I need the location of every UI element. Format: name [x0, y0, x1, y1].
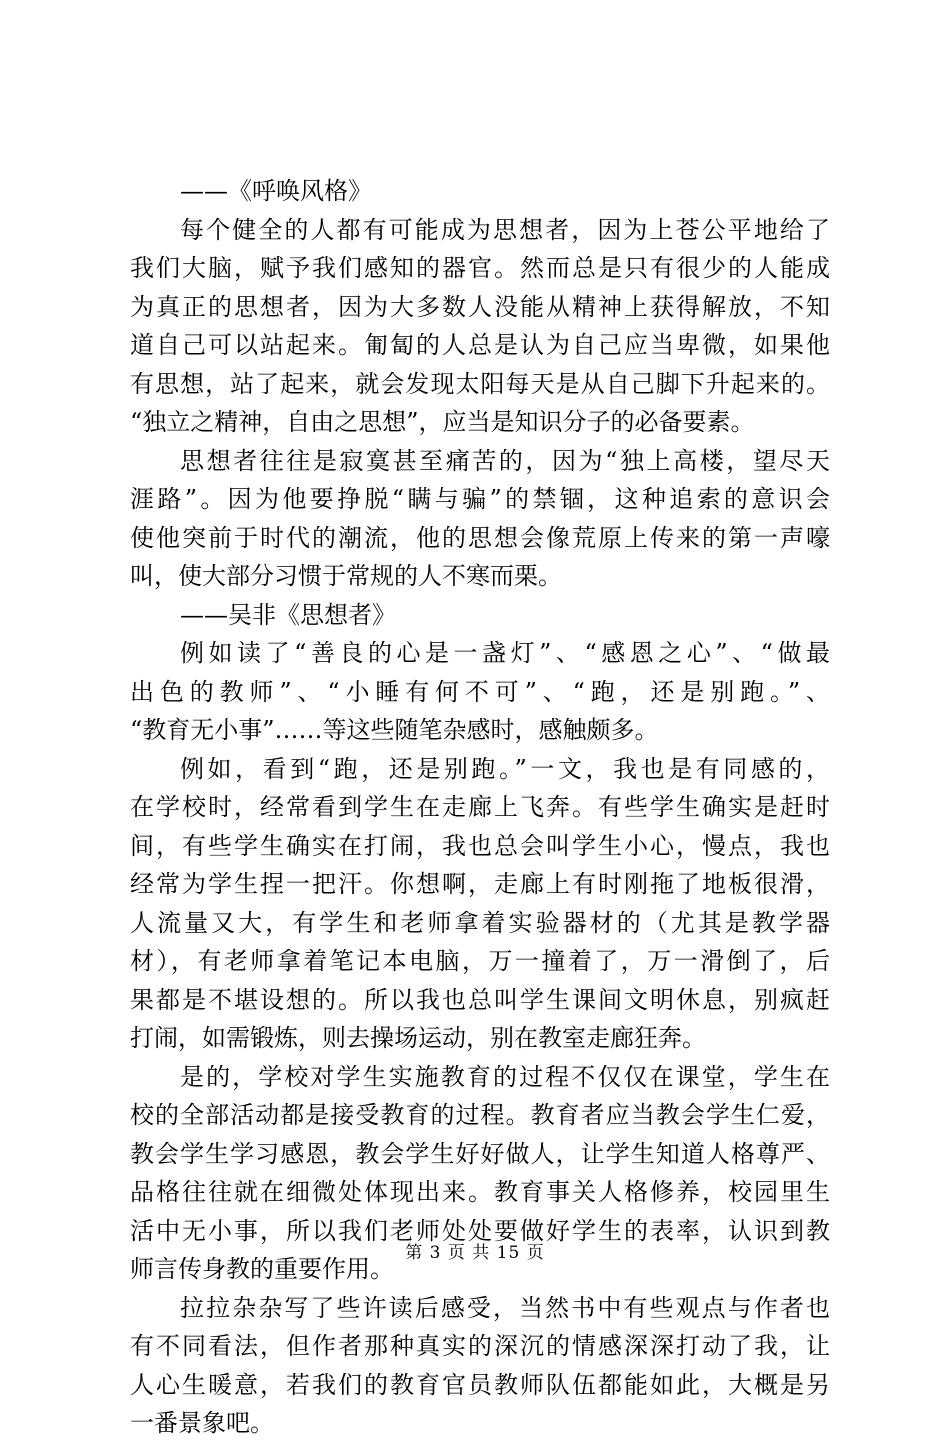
text-line: 一番景象吧。	[130, 1409, 274, 1437]
text-line: 每个健全的人都有可能成为思想者，因为上苍公平地给了	[180, 215, 830, 244]
text-line: 为真正的思想者，因为大多数人没能从精神上获得解放，不知	[130, 292, 830, 321]
text-line: 思想者往往是寂寞甚至痛苦的，因为“独上高楼，望尽天	[180, 446, 830, 475]
text-line: 道自己可以站起来。匍匐的人总是认为自己应当卑微，如果他	[130, 331, 830, 359]
text-line: 人流量又大，有学生和老师拿着实验器材的（尤其是教学器	[130, 908, 830, 937]
text-line: 间，有些学生确实在打闹，我也总会叫学生小心，慢点，我也	[130, 831, 830, 860]
text-line: 叫，使大部分习惯于常规的人不寒而栗。	[130, 562, 562, 590]
text-line: 例如，看到“跑，还是别跑。”一文，我也是有同感的，	[180, 754, 830, 783]
text-line: 有不同看法，但作者那种真实的深沉的情感深深打动了我，让	[130, 1332, 830, 1360]
text-line: 涯路”。因为他要挣脱“瞒与骗”的禁锢，这种追索的意识会	[130, 485, 830, 513]
text-line: 使他突前于时代的潮流，他的思想会像荒原上传来的第一声嚎	[130, 523, 830, 552]
text-line: ——《呼唤风格》	[180, 177, 372, 205]
text-line: 拉拉杂杂写了些许读后感受，当然书中有些观点与作者也	[180, 1293, 830, 1322]
text-line: 校的全部活动都是接受教育的过程。教育者应当教会学生仁爱，	[130, 1101, 830, 1129]
text-line: 师言传身教的重要作用。	[130, 1255, 394, 1283]
text-line: 人心生暖意，若我们的教育官员教师队伍都能如此，大概是另	[130, 1370, 830, 1399]
text-line: ——吴非《思想者》	[180, 600, 396, 629]
text-line: 活中无小事，所以我们老师处处要做好学生的表率，认识到教	[130, 1216, 830, 1245]
text-line: 我们大脑，赋予我们感知的器官。然而总是只有很少的人能成	[130, 254, 830, 282]
text-line: “教育无小事”……等这些随笔杂感时，感触颇多。	[130, 716, 659, 744]
text-line: 例如读了“善良的心是一盏灯”、“感恩之心”、“做最	[180, 639, 830, 667]
text-line: 品格往往就在细微处体现出来。教育事关人格修养，校园里生	[130, 1178, 830, 1206]
text-line: 教会学生学习感恩，教会学生好好做人，让学生知道人格尊严、	[130, 1139, 830, 1168]
text-line: 是的，学校对学生实施教育的过程不仅仅在课堂，学生在	[180, 1062, 830, 1091]
text-line: 在学校时，经常看到学生在走廊上飞奔。有些学生确实是赶时	[130, 793, 830, 821]
text-line: 果都是不堪设想的。所以我也总叫学生课间文明休息，别疯赶	[130, 985, 830, 1014]
text-line: 有思想，站了起来，就会发现太阳每天是从自己脚下升起来的。	[130, 369, 830, 398]
text-line: 出色的教师”、“小睡有何不可”、“跑，还是别跑。”、	[130, 677, 830, 706]
page-footer: 第 3 页 共 15 页	[405, 1243, 545, 1263]
text-line: “独立之精神，自由之思想”，应当是知识分子的必备要素。	[130, 408, 755, 436]
text-line: 打闹，如需锻炼，则去操场运动，别在教室走廊狂奔。	[130, 1024, 706, 1052]
text-line: 材），有老师拿着笔记本电脑，万一撞着了，万一滑倒了，后	[130, 947, 830, 975]
text-line: 经常为学生捏一把汗。你想啊，走廊上有时刚拖了地板很滑，	[130, 870, 830, 898]
